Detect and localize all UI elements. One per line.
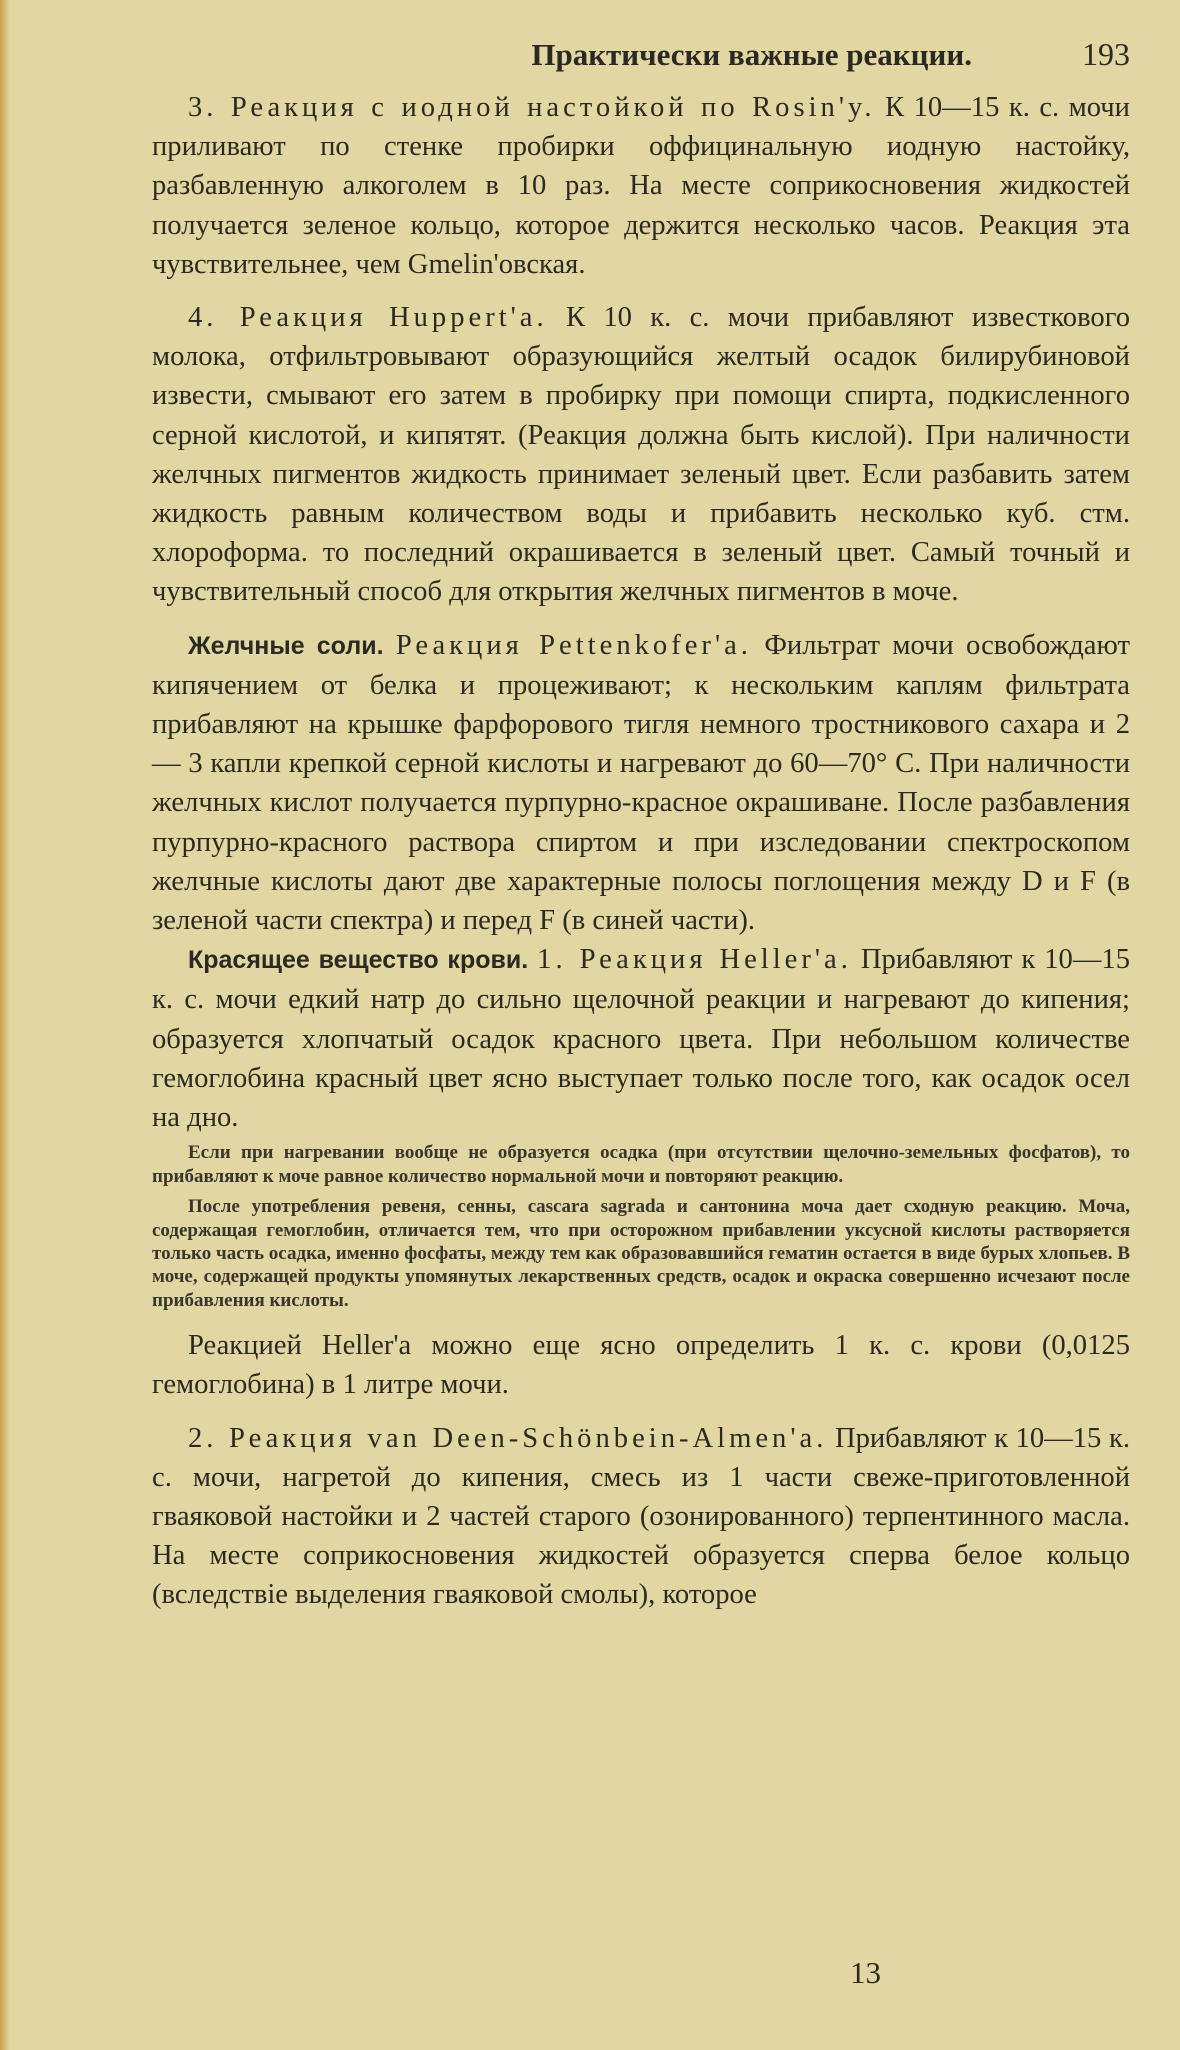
- running-title: Практически важные реакции.: [531, 37, 972, 72]
- paragraph-text: Прибавляют к 10—15 к. с. мочи едкий натр до сильно щелочной реакции и нагревают до кипения; образуется хлопчатый осадок красного цвета. При небольшом количестве гемоглобина красный цвет ясно выступает только после того, как осадок осел на дно.: [152, 944, 1131, 1134]
- running-head: [166, 36, 1130, 88]
- book-page: [152, 36, 1130, 1615]
- paragraph-heller: [152, 940, 1130, 1137]
- reaction-title: 3. Реакция с иодной настойкой по Rosin'y.: [188, 92, 876, 123]
- page-number: 193: [1082, 36, 1130, 72]
- paragraph-text: К 10 к. с. мочи прибавляют известкового молока, отфильтровывают образующийся желтый осадок билирубиновой извести, смывают его затем в пробирку при помощи спирта, подкисленного серной кислотой, и кипятят. (Реакция должна быть кислой). При наличности желчных пигментов жидкость принимает зеленый цвет. Если разбавить затем жидкость равным количеством воды и прибавить несколько куб. стм. хлороформа. то последний окрашивается в зеленый цвет. Самый точный и чувствительный способ для открытия желчных пигментов в моче.: [152, 302, 1131, 608]
- paragraph-rosin: [152, 88, 1130, 284]
- small-note-2: После употребления ревеня, сенны, cascara sagrada и сантонина моча дает сходную реакцию. Моча, содержащая гемоглобин, отличается тем, что при осторожном прибавлении уксусной кислоты растворяется только часть осадка, именно фосфаты, между тем как образовавшийся гематин остается в виде бурых хлопьев. В моче, содержащей продукты упомянутых лекарственных средств, осадок и окраска совершенно исчезают после прибавления кислоты.: [152, 1196, 1130, 1311]
- paragraph-pettenkofer: [152, 626, 1130, 941]
- reaction-title: 2. Реакция van Deen-Schönbein-Almen'a.: [188, 1422, 828, 1454]
- paragraph-van-deen: [152, 1419, 1130, 1615]
- paragraph-heller-sensitivity: Реакцией Heller'a можно еще ясно определить 1 к. с. крови (0,0125 гемоглобина) в 1 литре мочи.: [152, 1330, 1130, 1401]
- section-heading: Красящее вещество крови.: [188, 946, 529, 975]
- paragraph-text: Прибавляют к 10—15 к. с. мочи, нагретой до кипения, смесь из 1 части свеже-приготовленной гваяковой настойки и 2 частей старого (озонированного) терпентинного масла. На месте соприкосновения жидкостей образуется сперва белое кольцо (вследствіе выделения гваяковой смолы), которое: [152, 1422, 1130, 1611]
- page-edge: [0, 0, 10, 2050]
- paragraph-huppert: [152, 298, 1130, 612]
- paragraph-text: Фильтрат мочи освобождают кипячением от белка и процеживают; к нескольким каплям фильтрата прибавляют на крышке фарфорового тигля немного тростникового сахара и 2 — 3 капли крепкой серной кислоты и нагревают до 60—70° С. При наличности желчных кислот получается пурпурно-красное окрашиване. После разбавления пурпурно-красного раствора спиртом и при изследовании спектроскопом желчные кислоты дают две характерные полосы поглощения между D и F (в зеленой части спектра) и перед F (в синей части).: [152, 629, 1130, 937]
- reaction-title: 4. Реакция Huppert'a.: [188, 302, 548, 334]
- section-heading: Желчные соли.: [188, 631, 384, 660]
- reaction-title: 1. Реакция Heller'a.: [537, 944, 852, 976]
- signature-mark: 13: [850, 1955, 881, 1990]
- reaction-title: Реакция Pettenkofer'a.: [395, 629, 752, 661]
- paragraph-text: К 10—15 к. с. мочи приливают по стенке пробирки оффицинальную иодную настойку, разбавленную алкоголем в 10 раз. На месте соприкосновения жидкостей получается зеленое кольцо, которое держится несколько часов. Реакция эта чувствительнее, чем Gmelin'овская.: [152, 92, 1130, 280]
- small-note-1: Если при нагревании вообще не образуется осадка (при отсутствии щелочно-земельных фосфатов), то прибавляют к моче равное количество нормальной мочи и повторяют реакцию.: [152, 1142, 1130, 1187]
